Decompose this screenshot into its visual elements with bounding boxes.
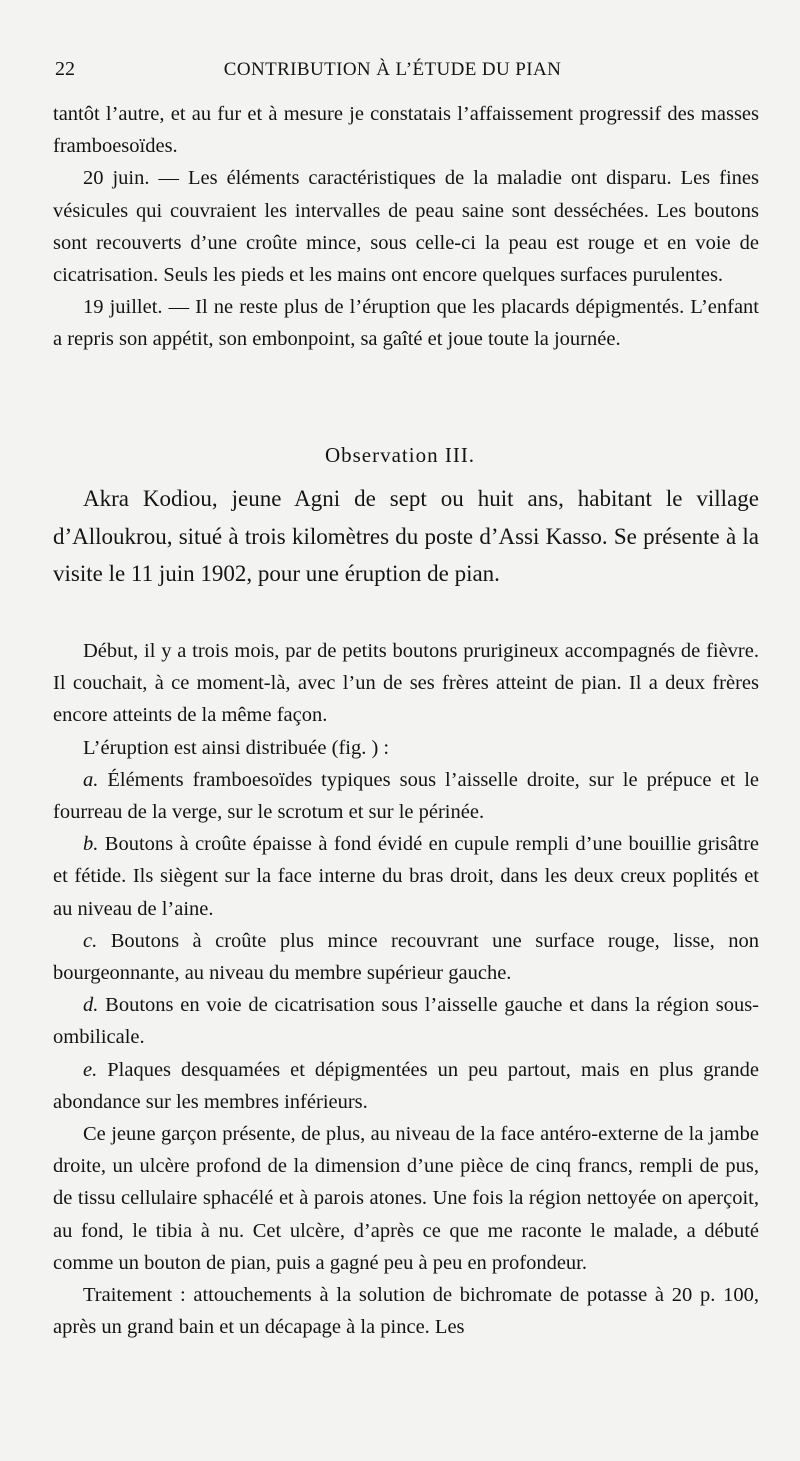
paragraph-traitement: Traitement : attouchements à la solution de bichromate de potasse à 20 p. 100, après un grand bain et un décapage à la pince. Les	[53, 1284, 759, 1339]
page-header	[55, 58, 755, 88]
list-item-e	[53, 1054, 759, 1118]
page-number: 22	[55, 58, 75, 80]
item-label-d: d.	[83, 994, 99, 1017]
paragraph-continuation: tantôt l’autre, et au fur et à mesure je constatais l’affaissement progressif des masses framboesoïdes.	[53, 103, 759, 158]
item-text-a: Éléments framboesoïdes typiques sous l’aisselle droite, sur le prépuce et le fourreau de la verge, sur le scrotum et sur le périnée.	[53, 768, 760, 824]
item-label-b: b.	[83, 833, 99, 856]
item-text-e: Plaques desquamées et dépigmentées un peu partout, mais en plus grande abondance sur les membres inférieurs.	[53, 1058, 759, 1113]
observation-intro: Akra Kodiou, jeune Agni de sept ou huit ans, habitant le village d’Alloukrou, situé à trois kilomètres du poste d’Assi Kasso. Se présente à la visite le 11 juin 1902, pour une éruption de pian.	[53, 486, 759, 586]
paragraph-20-juin: 20 juin. — Les éléments caractéristiques de la maladie ont disparu. Les fines vésicules qui couvraient les intervalles de peau saine sont desséchées. Les boutons sont recouverts d’une croûte mince, sous celle-ci la peau est rouge et en voie de cicatrisation. Seuls les pieds et les mains ont encore quelques surfaces purulentes.	[53, 167, 759, 287]
text-block-bottom	[53, 635, 759, 1343]
list-item-c	[53, 925, 759, 989]
list-item-a	[53, 764, 759, 828]
text-block-top	[53, 98, 759, 356]
list-item-b	[53, 828, 759, 925]
paragraph-debut: Début, il y a trois mois, par de petits boutons prurigineux accompagnés de fièvre. Il couchait, à ce moment-là, avec l’un de ses frères atteint de pian. Il a deux frères encore atteints de la même façon.	[53, 640, 759, 727]
item-label-e: e.	[83, 1058, 98, 1081]
observation-intro-block	[53, 480, 759, 593]
item-label-a: a.	[83, 768, 99, 791]
item-text-c: Boutons à croûte plus mince recouvrant une surface rouge, lisse, non bourgeonnante, au niveau du membre supérieur gauche.	[53, 929, 759, 985]
running-title: CONTRIBUTION À L’ÉTUDE DU PIAN	[223, 59, 562, 80]
paragraph-eruption: L’éruption est ainsi distribuée (fig. ) :	[83, 736, 390, 759]
item-label-c: c.	[83, 929, 98, 952]
item-text-d: Boutons en voie de cicatrisation sous l’aisselle gauche et dans la région sous-ombilicale.	[53, 994, 759, 1049]
item-text-b: Boutons à croûte épaisse à fond évidé en cupule rempli d’une bouillie grisâtre et fétide. Ils siègent sur la face interne du bras droit, dans les deux creux poplités et au niveau de l’aine.	[53, 833, 760, 920]
list-item-d	[53, 989, 759, 1053]
paragraph-garcon: Ce jeune garçon présente, de plus, au niveau de la face antéro-externe de la jambe droite, un ulcère profond de la dimension d’une pièce de cinq francs, rempli de pus, de tissu cellulaire sphacélé et à parois atones. Une fois la région nettoyée on aperçoit, au fond, le tibia à nu. Cet ulcère, d’après ce que me raconte le malade, a débuté comme un bouton de pian, puis a gagné peu à peu en profondeur.	[53, 1123, 759, 1274]
observation-heading: Observation III.	[324, 443, 476, 467]
paragraph-19-juillet: 19 juillet. — Il ne reste plus de l’éruption que les placards dépigmentés. L’enfant a repris son appétit, son embonpoint, sa gaîté et joue toute la journée.	[53, 296, 759, 351]
